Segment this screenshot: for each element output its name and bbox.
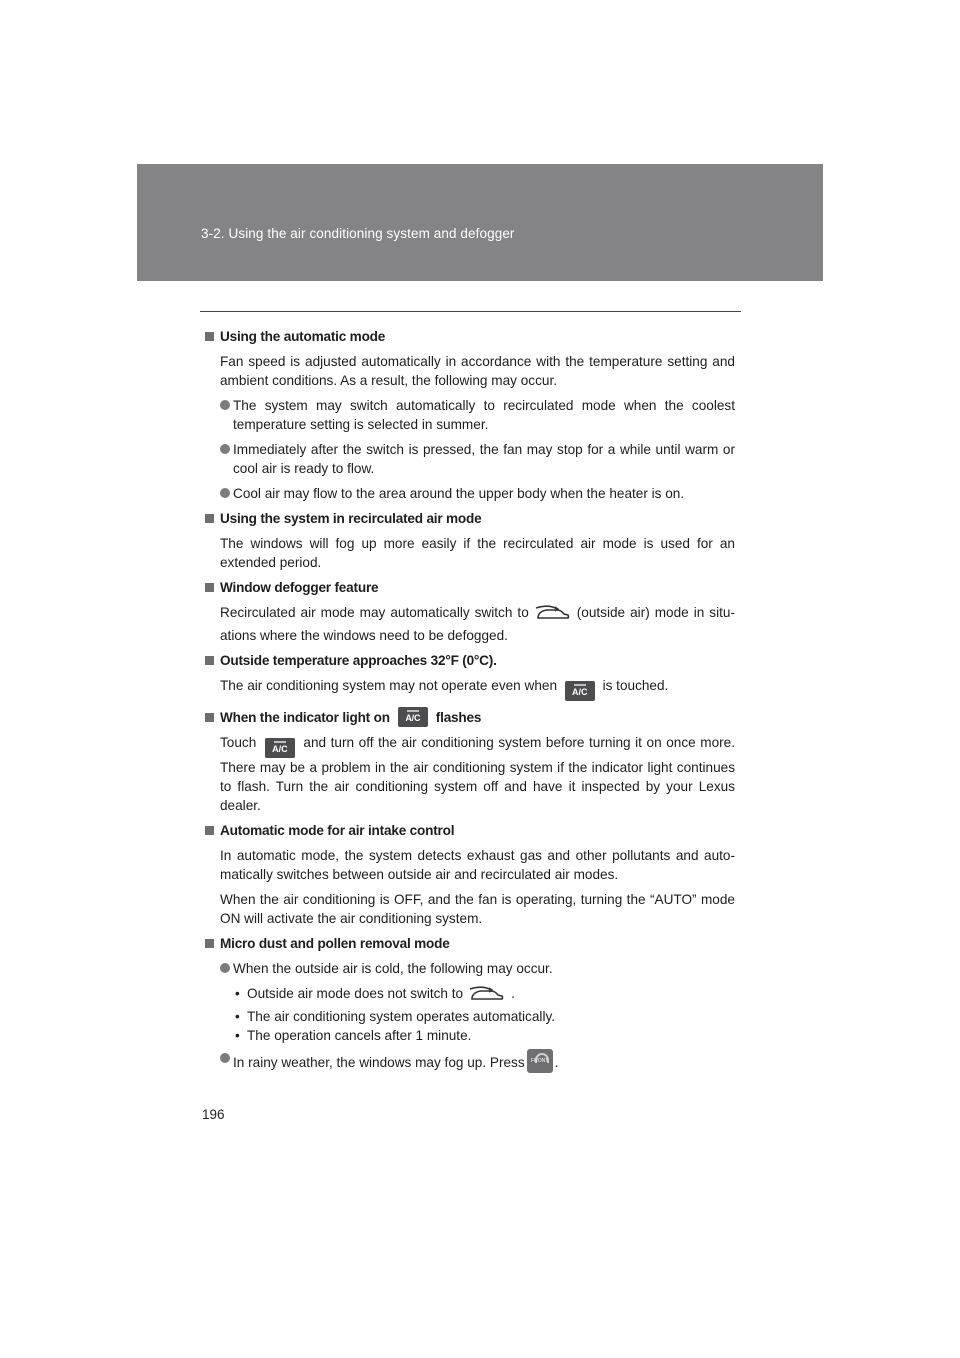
section-body: In automatic mode, the system detects exhaust gas and other pollutants and auto-matically switches between outside air and recirculated air modes. bbox=[220, 848, 735, 882]
square-bullet-icon bbox=[205, 826, 214, 835]
ac-button-icon: A/C bbox=[265, 738, 295, 758]
bullet-item: The system may switch automatically to recirculated mode when the coolest temperature setting is selected in summer. bbox=[220, 396, 735, 434]
page-content bbox=[205, 327, 735, 1079]
section-heading: Automatic mode for air intake control bbox=[205, 821, 735, 840]
section-heading: Using the system in recirculated air mode bbox=[205, 509, 735, 528]
sub-item: • The air conditioning system operates automatically. bbox=[235, 1009, 556, 1024]
section-outside-temp bbox=[205, 651, 735, 701]
chapter-title: 3-2. Using the air conditioning system and defogger bbox=[201, 226, 515, 241]
section-defogger bbox=[205, 578, 735, 645]
section-indicator bbox=[205, 707, 735, 815]
section-auto-mode bbox=[205, 327, 735, 503]
section-body: Fan speed is adjusted automatically in accordance with the temperature setting and ambient conditions. As a result, the following may occur. bbox=[220, 354, 735, 388]
section-heading: Micro dust and pollen removal mode bbox=[205, 934, 735, 953]
section-body: Recirculated air mode may automatically switch to (outside air) mode in situ-ations where the windows need to be defogged. bbox=[220, 605, 735, 643]
sub-item: • The operation cancels after 1 minute. bbox=[235, 1028, 472, 1043]
bullet-item: In rainy weather, the windows may fog up. PressFRONT . bbox=[220, 1049, 735, 1073]
divider bbox=[200, 311, 741, 312]
section-heading: Window defogger feature bbox=[205, 578, 735, 597]
circle-bullet-icon bbox=[220, 963, 230, 973]
square-bullet-icon bbox=[205, 939, 214, 948]
chapter-header bbox=[137, 164, 823, 281]
square-bullet-icon bbox=[205, 713, 214, 722]
square-bullet-icon bbox=[205, 583, 214, 592]
section-body: The air conditioning system may not operate even when A/C is touched. bbox=[220, 676, 735, 701]
circle-bullet-icon bbox=[220, 488, 230, 498]
section-body: Touch A/C and turn off the air conditioning system before turning it on once more. There may be a problem in the air conditioning system if the indicator light continues to flash. Turn the air conditioning system off and have it inspected by your Lexus dealer. bbox=[220, 735, 735, 813]
page-number: 196 bbox=[202, 1107, 225, 1122]
section-intake bbox=[205, 821, 735, 928]
outside-air-icon bbox=[469, 986, 505, 1007]
sub-item: • Outside air mode does not switch to . bbox=[235, 984, 735, 1007]
square-bullet-icon bbox=[205, 514, 214, 523]
section-recirculated bbox=[205, 509, 735, 572]
bullet-item: Cool air may flow to the area around the upper body when the heater is on. bbox=[220, 484, 735, 503]
square-bullet-icon bbox=[205, 332, 214, 341]
circle-bullet-icon bbox=[220, 444, 230, 454]
circle-bullet-icon bbox=[220, 400, 230, 410]
section-body: When the air conditioning is OFF, and the fan is operating, turning the “AUTO” mode ON will activate the air conditioning system. bbox=[220, 892, 735, 926]
section-heading: When the indicator light on A/C flashes bbox=[205, 707, 735, 727]
bullet-item: When the outside air is cold, the following may occur. bbox=[220, 959, 735, 978]
square-bullet-icon bbox=[205, 656, 214, 665]
bullet-item: Immediately after the switch is pressed, the fan may stop for a while until warm or cool air is ready to flow. bbox=[220, 440, 735, 478]
ac-button-icon: A/C bbox=[565, 681, 595, 701]
section-dust bbox=[205, 934, 735, 1073]
section-heading: Using the automatic mode bbox=[205, 327, 735, 346]
outside-air-icon bbox=[535, 605, 571, 626]
section-heading: Outside temperature approaches 32°F (0°C). bbox=[205, 651, 735, 670]
section-body: The windows will fog up more easily if the recirculated air mode is used for an extended period. bbox=[220, 536, 735, 570]
front-defroster-icon bbox=[527, 1049, 553, 1073]
circle-bullet-icon bbox=[220, 1053, 230, 1063]
ac-button-icon: A/C bbox=[398, 707, 428, 727]
